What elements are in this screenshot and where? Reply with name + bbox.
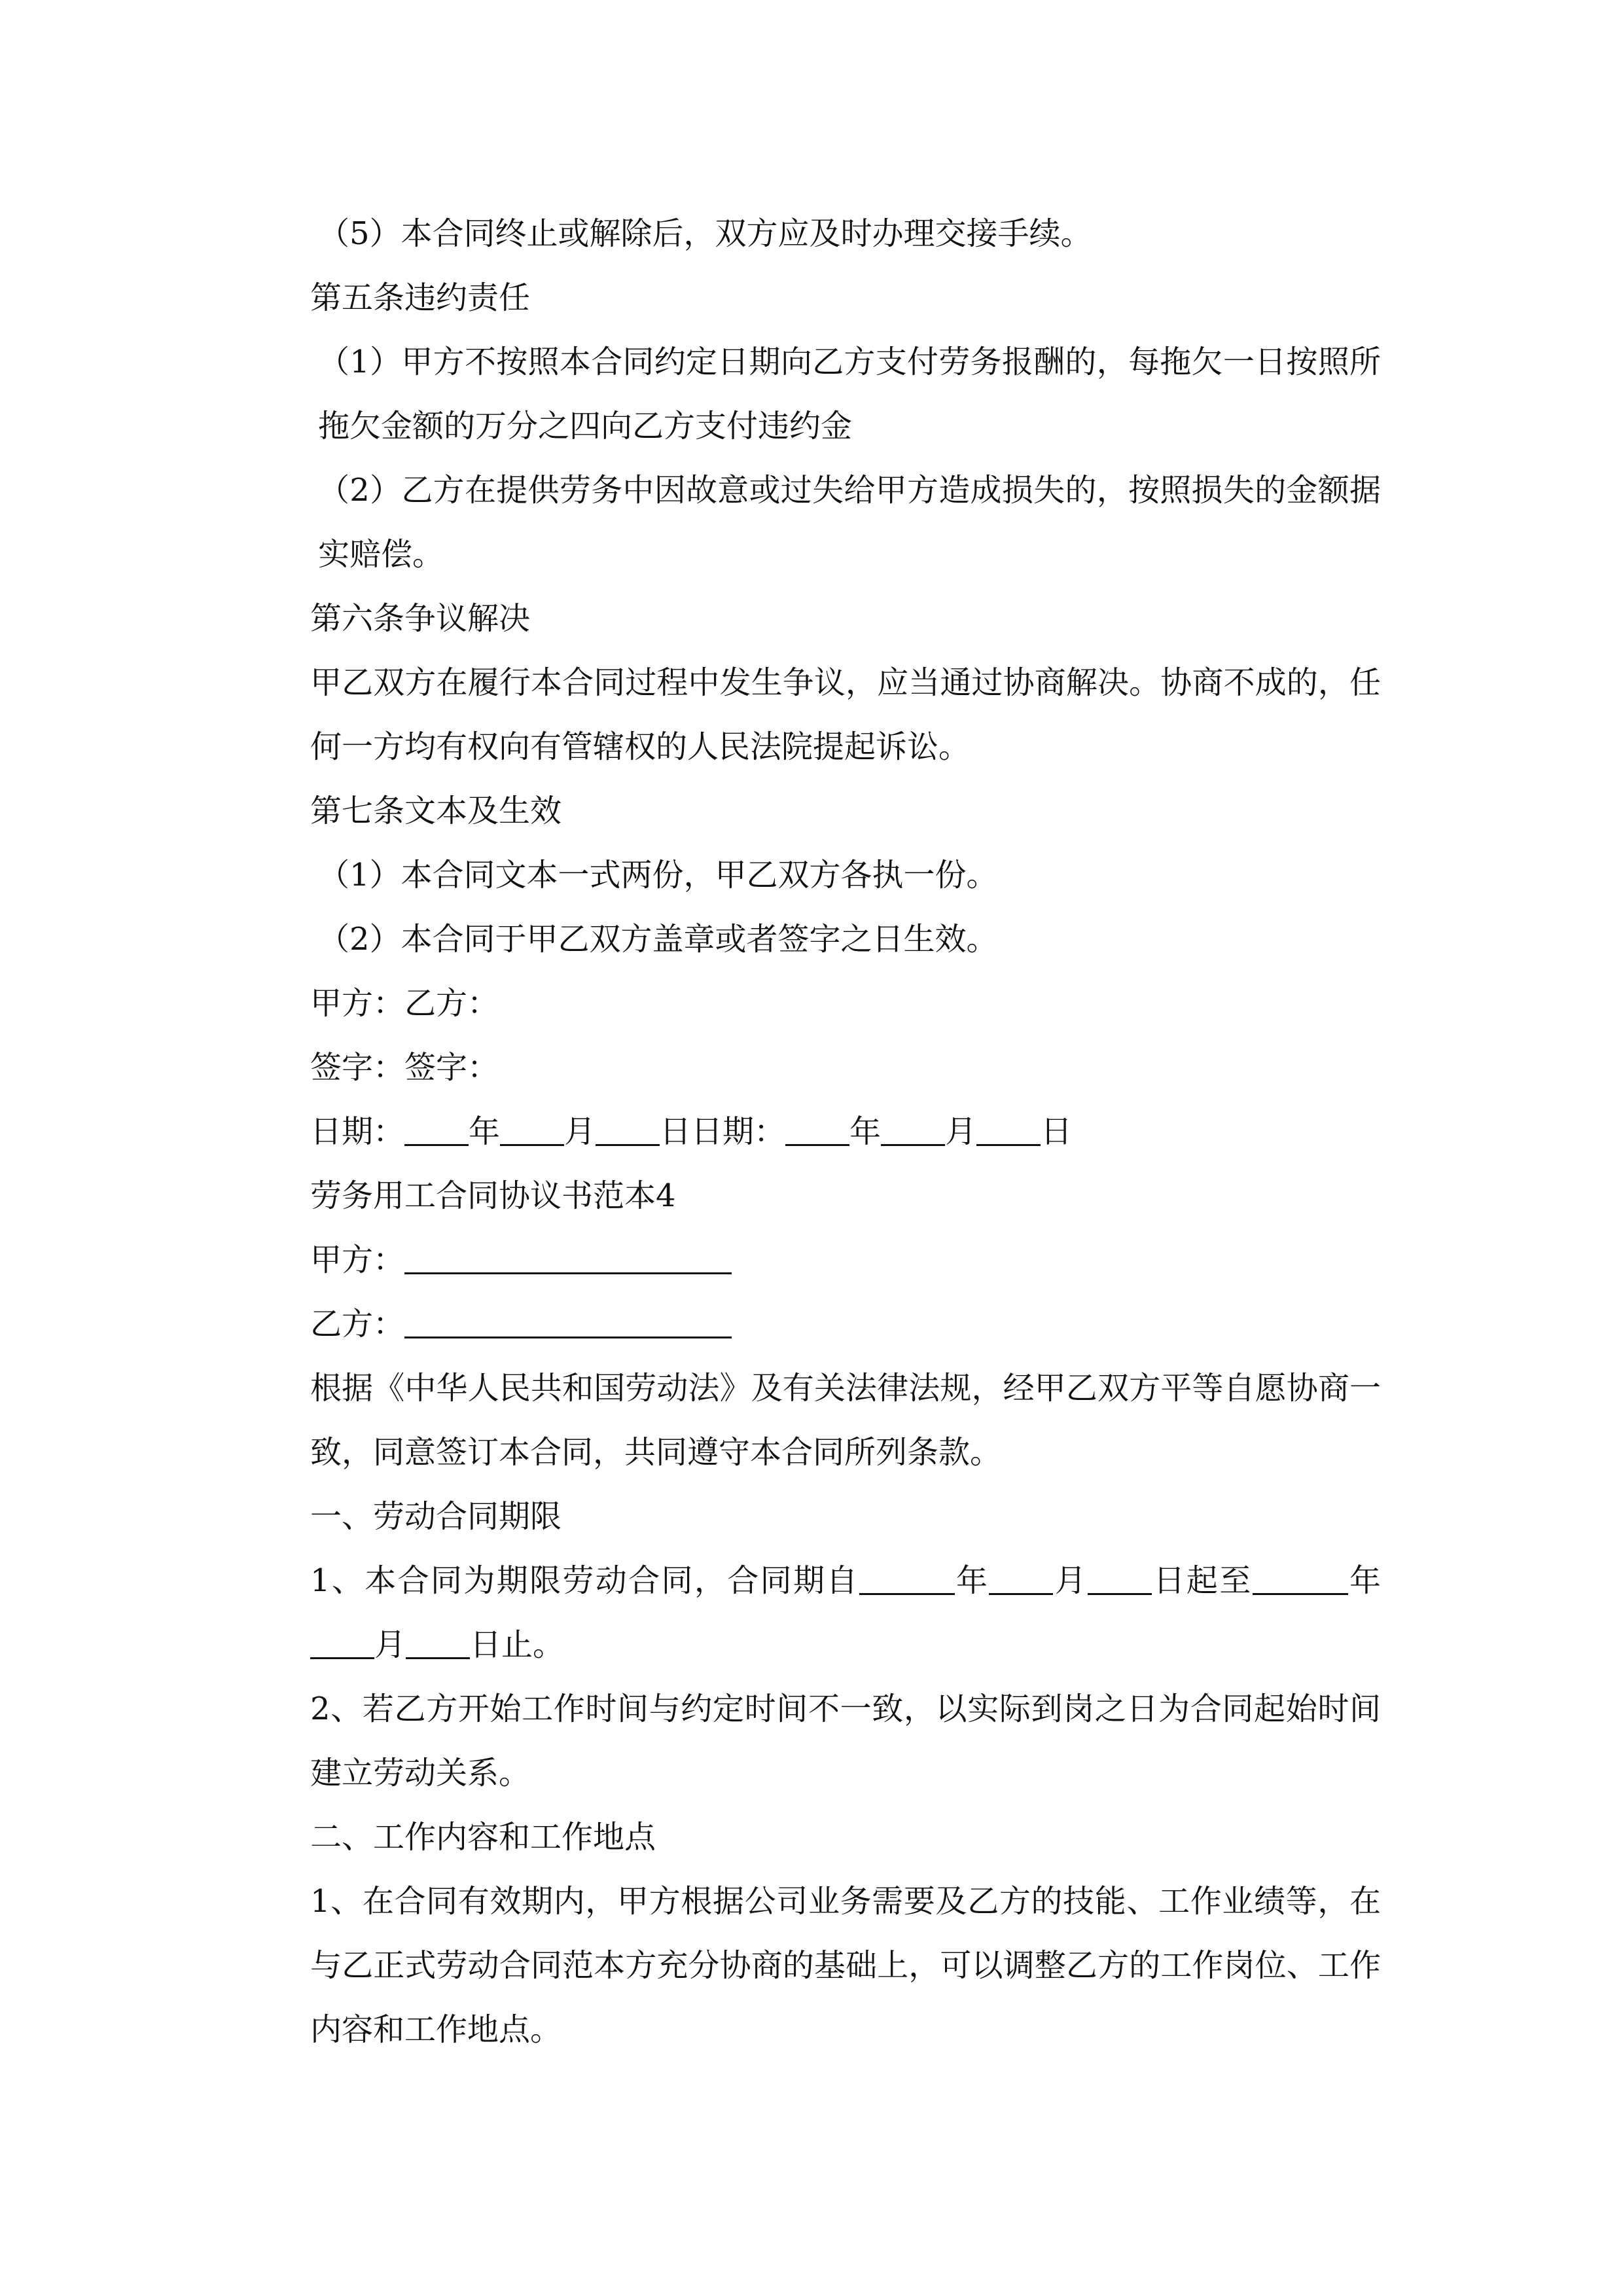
section2-title: 二、工作内容和工作地点 bbox=[310, 1819, 656, 1856]
section1-day-1: 日起至 bbox=[1152, 1562, 1253, 1599]
preamble: 根据《中华人民共和国劳动法》及有关法律法规，经甲乙双方平等自愿协商一致，同意签订本合同，共同遵守本合同所列条款。 bbox=[310, 1370, 1381, 1471]
section1-day-2: 日止。 bbox=[470, 1626, 565, 1663]
article6-body: 甲乙双方在履行本合同过程中发生争议，应当通过协商解决。协商不成的，任何一方均有权向有管辖权的人民法院提起诉讼。 bbox=[310, 664, 1381, 765]
date-month-2: 月 bbox=[945, 1113, 977, 1150]
section1-year-1: 年 bbox=[954, 1562, 990, 1599]
blank-start-day bbox=[1088, 1564, 1152, 1595]
date-year-2: 年 bbox=[849, 1113, 882, 1150]
blank-start-month bbox=[989, 1564, 1053, 1595]
parties-line: 甲方：乙方： bbox=[310, 985, 499, 1022]
blank-day-1 bbox=[596, 1115, 660, 1146]
article7-item1: （1）本合同文本一式两份，甲乙双方各执一份。 bbox=[318, 857, 998, 893]
blank-month-2 bbox=[881, 1115, 945, 1146]
blank-year-2 bbox=[785, 1115, 849, 1146]
article7-title: 第七条文本及生效 bbox=[310, 793, 562, 829]
party-a-line bbox=[247, 1228, 1381, 1292]
date-label-1: 日期： bbox=[310, 1113, 405, 1150]
party-a-label: 甲方： bbox=[310, 1242, 405, 1278]
article7-item2: （2）本合同于甲乙双方盖章或者签字之日生效。 bbox=[318, 921, 998, 958]
signature-line: 签字：签字： bbox=[310, 1049, 499, 1086]
clause4-item5: （5）本合同终止或解除后，双方应及时办理交接手续。 bbox=[318, 215, 1092, 252]
blank-month-1 bbox=[500, 1115, 564, 1146]
section1-item1-prefix: 1、本合同为期限劳动合同，合同期自 bbox=[310, 1562, 859, 1599]
date-month-1: 月 bbox=[564, 1113, 596, 1150]
date-line bbox=[247, 1100, 1381, 1164]
date-year-1: 年 bbox=[469, 1113, 501, 1150]
template4-title: 劳务用工合同协议书范本4 bbox=[310, 1177, 676, 1214]
section1-year-2: 年 bbox=[1347, 1562, 1381, 1599]
article5-item2: （2）乙方在提供劳务中因故意或过失给甲方造成损失的，按照损失的金额据实赔偿。 bbox=[318, 472, 1381, 573]
section2-item1: 1、在合同有效期内，甲方根据公司业务需要及乙方的技能、工作业绩等，在与乙正式劳动合同范本方充分协商的基础上，可以调整乙方的工作岗位、工作内容和工作地点。 bbox=[310, 1883, 1381, 2048]
section1-title: 一、劳动合同期限 bbox=[310, 1498, 562, 1535]
blank-end-year bbox=[1253, 1564, 1348, 1595]
section1-item1 bbox=[247, 1549, 1381, 1677]
section1-month-1: 月 bbox=[1053, 1562, 1088, 1599]
blank-day-2 bbox=[976, 1115, 1041, 1146]
blank-end-month bbox=[310, 1628, 374, 1659]
blank-year-1 bbox=[404, 1115, 469, 1146]
date-day1-label2: 日日期： bbox=[660, 1113, 786, 1150]
document-body bbox=[247, 202, 1381, 2062]
blank-end-day bbox=[406, 1628, 470, 1659]
section1-month-2: 月 bbox=[374, 1626, 406, 1663]
date-day-2: 日 bbox=[1041, 1113, 1073, 1150]
party-b-label: 乙方： bbox=[310, 1306, 405, 1342]
party-a-blank bbox=[404, 1244, 732, 1274]
party-b-line bbox=[247, 1292, 1381, 1356]
section1-item2: 2、若乙方开始工作时间与约定时间不一致，以实际到岗之日为合同起始时间建立劳动关系。 bbox=[310, 1691, 1381, 1791]
article6-title: 第六条争议解决 bbox=[310, 600, 531, 637]
blank-start-year bbox=[859, 1564, 955, 1595]
party-b-blank bbox=[404, 1308, 732, 1338]
article5-title: 第五条违约责任 bbox=[310, 279, 531, 316]
article5-item1: （1）甲方不按照本合同约定日期向乙方支付劳务报酬的，每拖欠一日按照所拖欠金额的万分之四向乙方支付违约金 bbox=[318, 344, 1381, 444]
